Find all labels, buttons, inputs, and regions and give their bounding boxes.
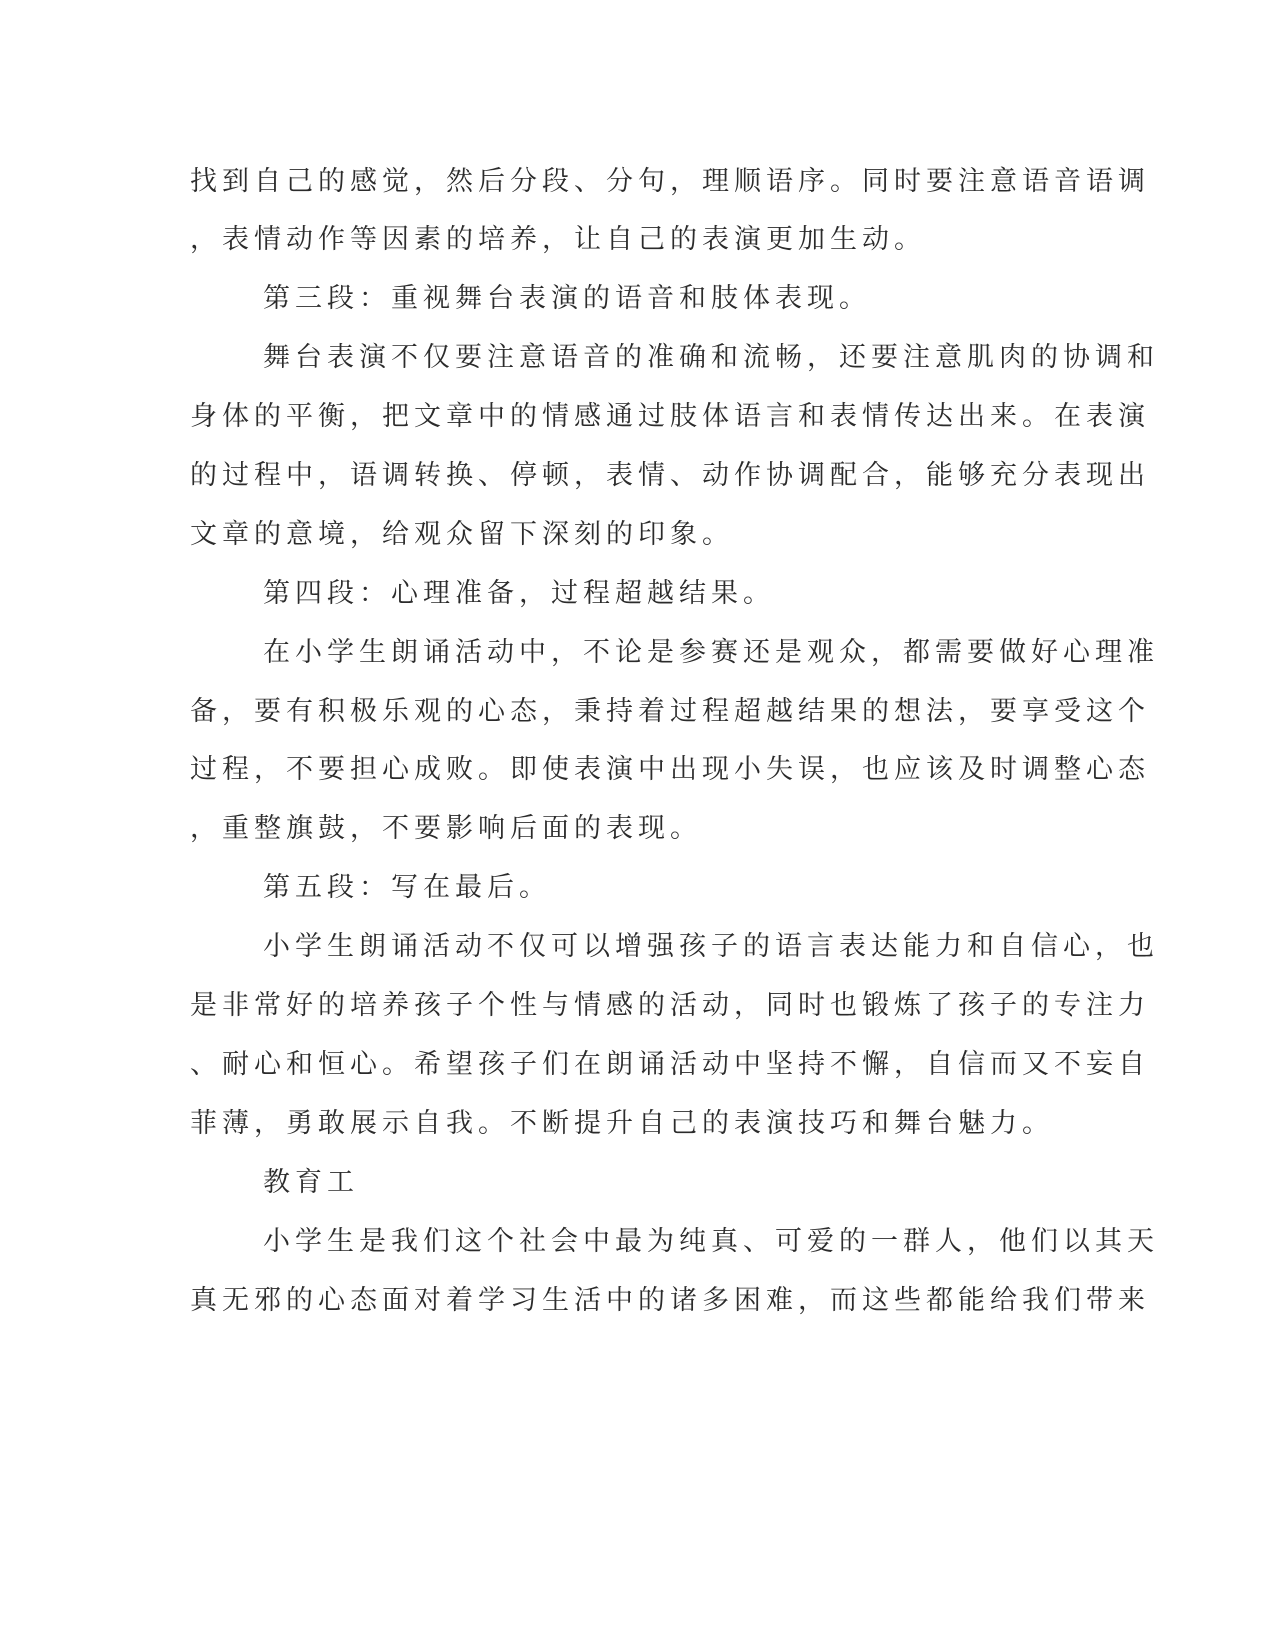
paragraph-line: 身体的平衡，把文章中的情感通过肢体语言和表情传达出来。在表演 — [190, 401, 1150, 432]
paragraph-line: ，重整旗鼓，不要影响后面的表现。 — [190, 813, 702, 844]
section-heading: 第五段：写在最后。 — [263, 872, 551, 903]
section-heading: 教育工 — [263, 1167, 359, 1198]
section-heading: 第三段：重视舞台表演的语音和肢体表现。 — [263, 283, 871, 314]
paragraph-line: 、耐心和恒心。希望孩子们在朗诵活动中坚持不懈，自信而又不妄自 — [190, 1049, 1150, 1080]
paragraph-line: 是非常好的培养孩子个性与情感的活动，同时也锻炼了孩子的专注力 — [190, 990, 1150, 1021]
paragraph-line: 过程，不要担心成败。即使表演中出现小失误，也应该及时调整心态 — [190, 754, 1150, 785]
paragraph-line: 菲薄，勇敢展示自我。不断提升自己的表演技巧和舞台魅力。 — [190, 1108, 1054, 1139]
paragraph-line: 文章的意境，给观众留下深刻的印象。 — [190, 519, 734, 550]
paragraph-line: 在小学生朗诵活动中，不论是参赛还是观众，都需要做好心理准 — [263, 637, 1159, 668]
paragraph-line: 的过程中，语调转换、停顿，表情、动作协调配合，能够充分表现出 — [190, 460, 1150, 491]
paragraph-line: 找到自己的感觉，然后分段、分句，理顺语序。同时要注意语音语调 — [190, 166, 1150, 197]
paragraph-line: 真无邪的心态面对着学习生活中的诸多困难，而这些都能给我们带来 — [190, 1285, 1150, 1316]
section-heading: 第四段：心理准备，过程超越结果。 — [263, 578, 775, 609]
paragraph-line: 备，要有积极乐观的心态，秉持着过程超越结果的想法，要享受这个 — [190, 696, 1150, 727]
paragraph-line: ，表情动作等因素的培养，让自己的表演更加生动。 — [190, 224, 926, 255]
paragraph-line: 舞台表演不仅要注意语音的准确和流畅，还要注意肌肉的协调和 — [263, 342, 1159, 373]
paragraph-line: 小学生是我们这个社会中最为纯真、可爱的一群人，他们以其天 — [263, 1226, 1159, 1257]
paragraph-line: 小学生朗诵活动不仅可以增强孩子的语言表达能力和自信心，也 — [263, 931, 1159, 962]
